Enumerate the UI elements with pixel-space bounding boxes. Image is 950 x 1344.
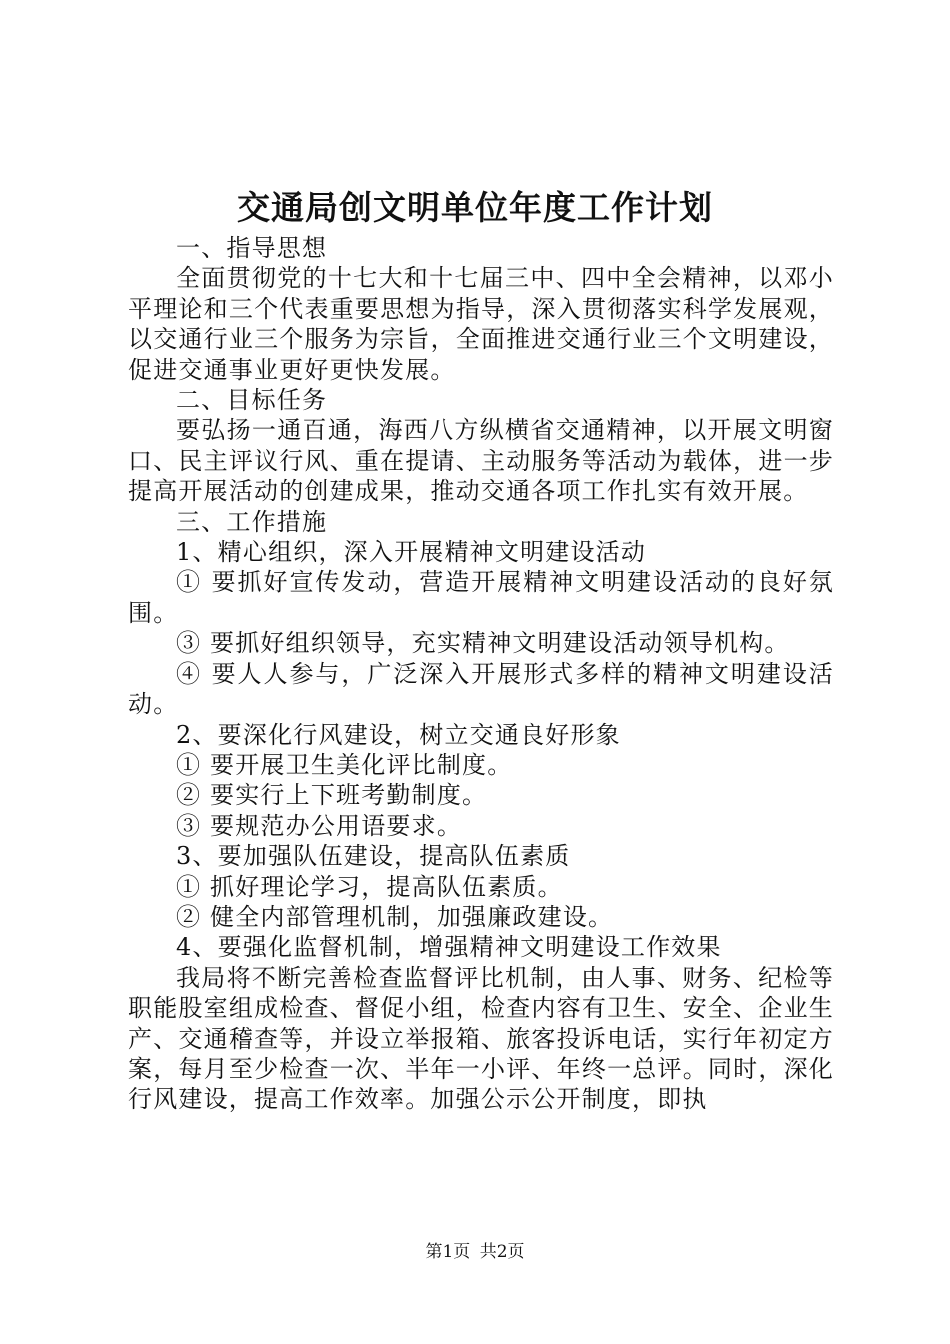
subsection-heading: 4、要强化监督机制，增强精神文明建设工作效果	[176, 933, 722, 962]
subsection-heading: 3、要加强队伍建设，提高队伍素质	[176, 842, 571, 871]
page-footer	[0, 1240, 950, 1264]
document-title: 交通局创文明单位年度工作计划	[237, 188, 713, 227]
list-item: ④ 要人人参与，广泛深入开展形式多样的精神文明建设活动。	[128, 659, 834, 719]
subsection-heading: 1、精心组织，深入开展精神文明建设活动	[176, 538, 647, 567]
list-item: ① 要开展卫生美化评比制度。	[176, 750, 513, 779]
subsection-heading: 2、要深化行风建设，树立交通良好形象	[176, 720, 621, 749]
page-total: 共2页	[479, 1242, 525, 1262]
page-number: 第1页	[425, 1242, 471, 1262]
document-body	[128, 233, 834, 1115]
body-paragraph: 全面贯彻党的十七大和十七届三中、四中全会精神，以邓小平理论和三个代表重要思想为指导，深入贯彻落实科学发展观，以交通行业三个服务为宗旨，全面推进交通行业三个文明建设，促进交通事业更好更快发展。	[128, 264, 834, 384]
section-heading: 一、指导思想	[176, 234, 328, 262]
body-paragraph: 我局将不断完善检查监督评比机制，由人事、财务、纪检等职能股室组成检查、督促小组，检查内容有卫生、安全、企业生产、交通稽查等，并设立举报箱、旅客投诉电话，实行年初定方案，每月至少检查一次、半年一小评、年终一总评。同时，深化行风建设，提高工作效率。加强公示公开制度，即执	[128, 963, 834, 1114]
list-item: ③ 要抓好组织领导，充实精神文明建设活动领导机构。	[176, 629, 790, 658]
list-item: ① 要抓好宣传发动，营造开展精神文明建设活动的良好氛围。	[128, 568, 834, 627]
list-item: ① 抓好理论学习，提高队伍素质。	[176, 872, 563, 901]
list-item: ③ 要规范办公用语要求。	[176, 811, 463, 840]
body-paragraph: 要弘扬一通百通，海西八方纵横省交通精神，以开展文明窗口、民主评议行风、重在提请、主动服务等活动为载体，进一步提高开展活动的创建成果，推动交通各项工作扎实有效开展。	[128, 416, 834, 506]
list-item: ② 要实行上下班考勤制度。	[176, 781, 488, 810]
section-heading: 三、工作措施	[176, 507, 328, 536]
section-heading: 二、目标任务	[176, 386, 328, 415]
list-item: ② 健全内部管理机制，加强廉政建设。	[176, 902, 614, 931]
